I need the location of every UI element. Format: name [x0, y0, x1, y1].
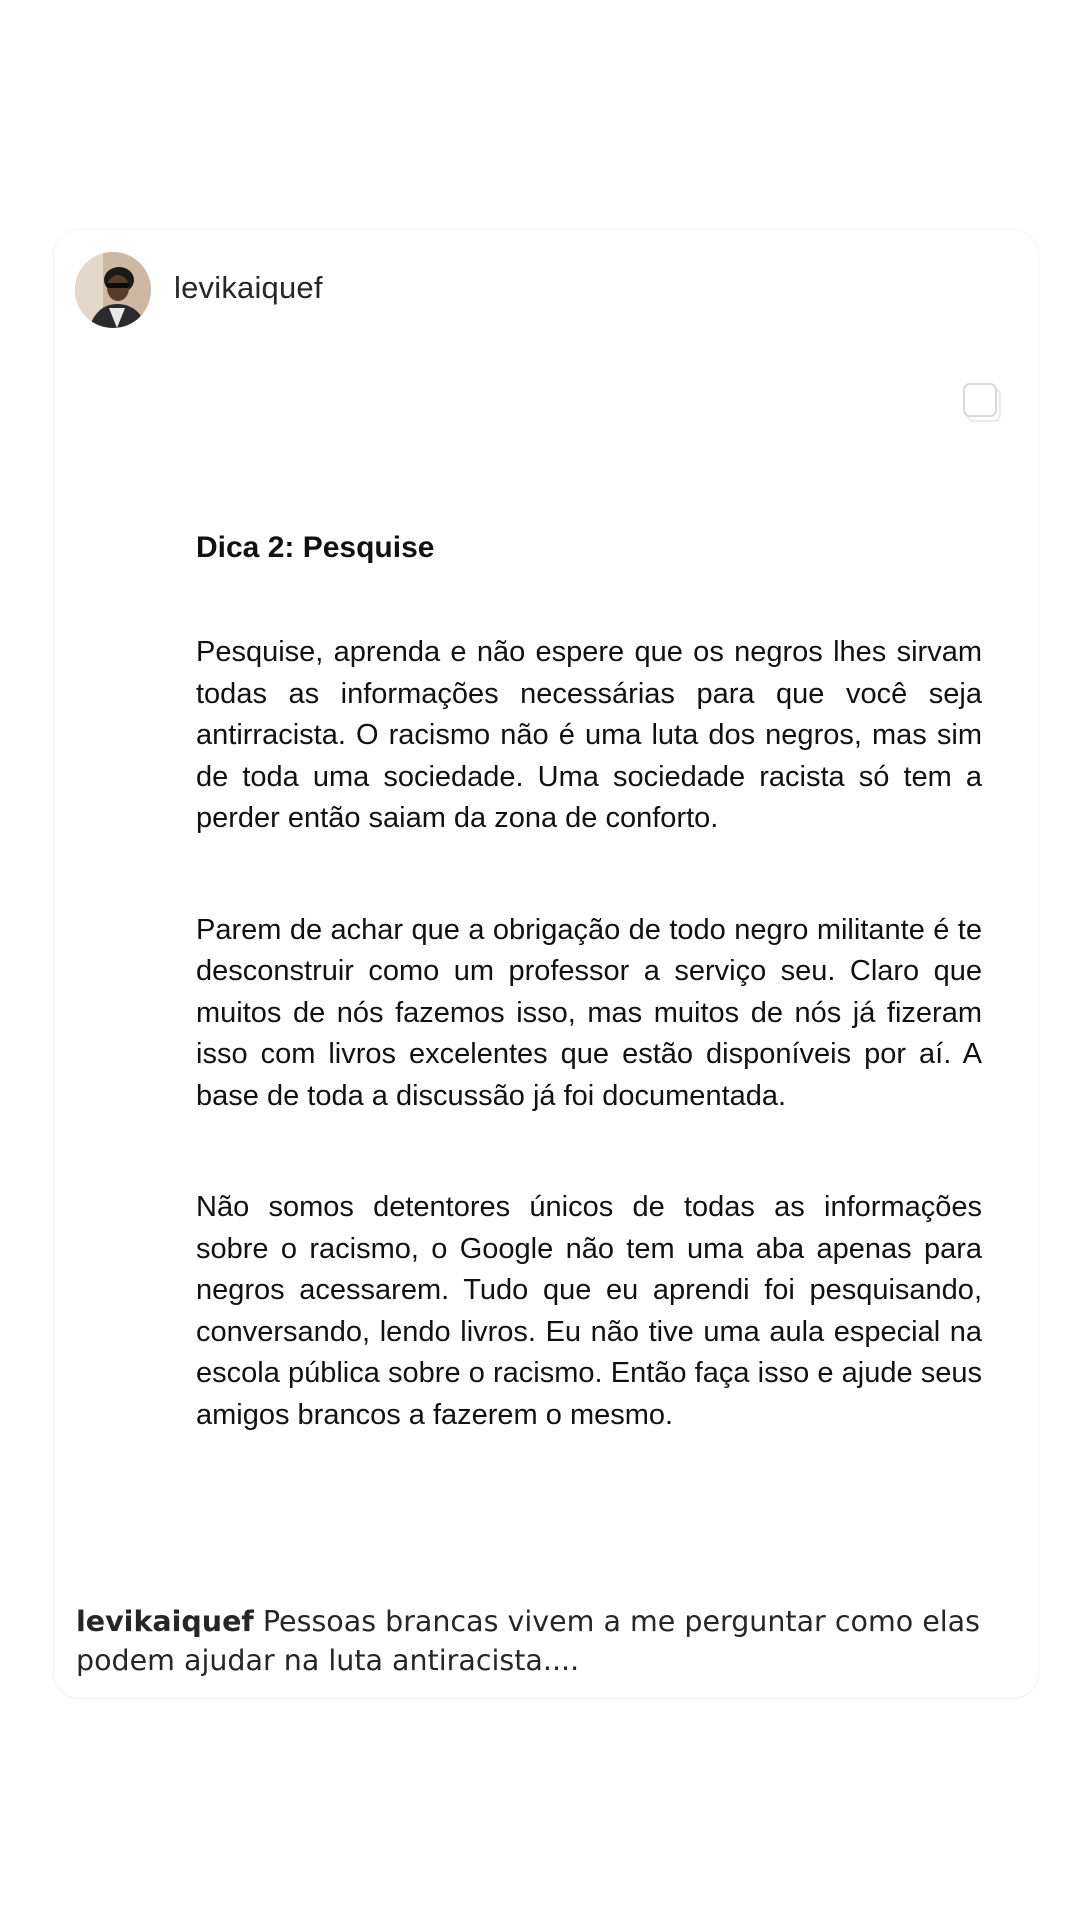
- post-paragraph: Não somos detentores únicos de todas as informações sobre o racismo, o Google não tem uma aba apenas para negros acessarem. Tudo que eu aprendi foi pesquisando, conversando, lendo livros. Eu não tive uma aula especial na escola pública sobre o racismo. Então faça isso e ajude seus amigos brancos a fazerem o mesmo.: [196, 1191, 982, 1431]
- caption-text: Pessoas brancas vivem a me perguntar como elas podem ajudar na luta antiracista....: [76, 1605, 980, 1677]
- post-card: [54, 230, 1038, 1698]
- post-username[interactable]: levikaiquef: [174, 270, 323, 305]
- post-image-content: [196, 530, 982, 1506]
- avatar[interactable]: [75, 252, 151, 328]
- post-caption[interactable]: [76, 1602, 1020, 1680]
- avatar-photo: [75, 252, 151, 328]
- caption-username[interactable]: levikaiquef: [76, 1605, 254, 1638]
- multiple-images-icon[interactable]: [961, 380, 1005, 426]
- post-paragraph: Parem de achar que a obrigação de todo negro militante é te desconstruir como um professor a serviço seu. Claro que muitos de nós fazemos isso, mas muitos de nós já fizeram isso com livros excelentes que estão disponíveis por aí. A base de toda a discussão já foi documentada.: [196, 913, 982, 1112]
- post-paragraph: Pesquise, aprenda e não espere que os negros lhes sirvam todas as informações necessárias para que você seja antirracista. O racismo não é uma luta dos negros, mas sim de toda uma sociedade. Uma sociedade racista só tem a perder então saiam da zona de conforto.: [196, 636, 982, 834]
- post-image-title: Dica 2: Pesquise: [196, 531, 435, 564]
- post-header: [54, 230, 1038, 360]
